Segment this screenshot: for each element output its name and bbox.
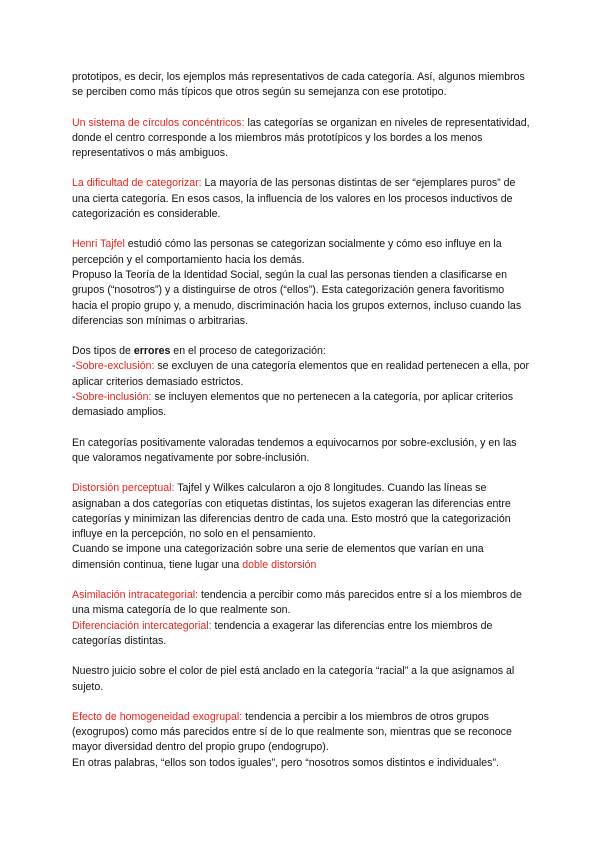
term-henri-tajfel: Henri Tajfel xyxy=(72,238,125,251)
list-dash: - xyxy=(72,391,76,404)
paragraph-extra: En otras palabras, “ellos son todos iguales”, pero “nosotros somos distintos e individuales”. xyxy=(72,756,499,769)
paragraph-difficulty xyxy=(72,176,530,222)
list-dash: - xyxy=(72,360,76,373)
term-perceptual-distortion: Distorsión perceptual: xyxy=(72,482,175,495)
term-over-inclusion: Sobre-inclusión: xyxy=(75,391,152,404)
paragraph-extra: Propuso la Teoría de la Identidad Social, según la cual las personas tienden a clasificarse en grupos (“nosotros”) y a distinguirse de otros (“ellos”). Esta categorización genera favoritismo hacia el propio grupo y, a menudo, discriminación hacia los grupos externos, incluso cuando las diferencias son mínimas o arbitrarias. xyxy=(72,268,522,327)
paragraph-body: las categorías se organizan en niveles de representatividad, donde el centro corresponde a los miembros más prototípicos y los bordes a los menos representativos o más ambiguos. xyxy=(72,116,530,160)
paragraph-body: tendencia a percibir a los miembros de otros grupos (exogrupos) como más parecidos entre sí de lo que realmente son, mientras que se reconoce mayor diversidad dentro del propio grupo (endogrupo). xyxy=(72,710,512,754)
paragraph-tajfel xyxy=(72,237,530,329)
paragraph-body: estudió cómo las personas se categorizan socialmente y cómo eso influye en la percepción y el comportamiento hacia los demás. xyxy=(72,238,502,266)
term-difficulty: La dificultad de categorizar: xyxy=(72,177,202,190)
paragraph-text: prototipos, es decir, los ejemplos más representativos de cada categoría. Así, algunos miembros se perciben como más típicos que otros según su semejanza con ese prototipo. xyxy=(72,71,525,99)
paragraph-body: tendencia a percibir como más parecidos entre sí a los miembros de una misma categoría de lo que realmente son. xyxy=(72,589,522,617)
paragraph-errors xyxy=(72,344,530,420)
paragraph-extra: Cuando se impone una categorización sobre una serie de elementos que varían en una dimensión continua, tiene lugar una xyxy=(72,543,484,571)
paragraph-prototypes xyxy=(72,70,530,101)
errors-intro-bold: errores xyxy=(133,345,171,358)
term-double-distortion: doble distorsión xyxy=(242,558,317,571)
paragraph-outgroup-homogeneity xyxy=(72,710,530,771)
paragraph-body: La mayoría de las personas distintas de ser “ejemplares puros” de una cierta categoría. En esos casos, la influencia de los valores en los procesos inductivos de categorización es considerable. xyxy=(72,177,516,221)
paragraph-text: En categorías positivamente valoradas tendemos a equivocarnos por sobre-exclusión, y en las que valoramos negativamente por sobre-inclusión. xyxy=(72,436,517,464)
paragraph-text: Nuestro juicio sobre el color de piel está anclado en la categoría “racial” a la que asignamos al sujeto. xyxy=(72,665,515,693)
errors-intro-after: en el proceso de categorización: xyxy=(170,345,326,358)
list-item-body: se incluyen elementos que no pertenecen a la categoría, por aplicar criterios demasiado amplios. xyxy=(72,391,514,419)
paragraph-perceptual-distortion xyxy=(72,481,530,573)
term-concentric-circles: Un sistema de círculos concéntricos: xyxy=(72,116,245,129)
term-over-exclusion: Sobre-exclusión: xyxy=(75,360,155,373)
term-assimilation: Asimilación intracategorial: xyxy=(72,589,199,602)
paragraph-assimilation xyxy=(72,588,530,649)
paragraph-concentric-circles xyxy=(72,116,530,162)
list-item-body: se excluyen de una categoría elementos que en realidad pertenecen a ella, por aplicar criterios demasiado estrictos. xyxy=(72,360,530,388)
term-differentiation: Diferenciación intercategorial: xyxy=(72,619,212,632)
paragraph-skin-color xyxy=(72,664,530,695)
errors-intro-before: Dos tipos de xyxy=(72,345,134,358)
paragraph-valuation xyxy=(72,436,530,467)
term-outgroup-homogeneity: Efecto de homogeneidad exogrupal: xyxy=(72,710,243,723)
paragraph-body: tendencia a exagerar las diferencias entre los miembros de categorías distintas. xyxy=(72,619,493,647)
paragraph-body: Tajfel y Wilkes calcularon a ojo 8 longitudes. Cuando las líneas se asignaban a dos categorías con etiquetas distintas, los sujetos exageran las diferencias entre categorías y minimizan las diferencias dentro de cada una. Esto mostró que la categorización influye en la percepción, no solo en el pensamiento. xyxy=(72,482,511,541)
